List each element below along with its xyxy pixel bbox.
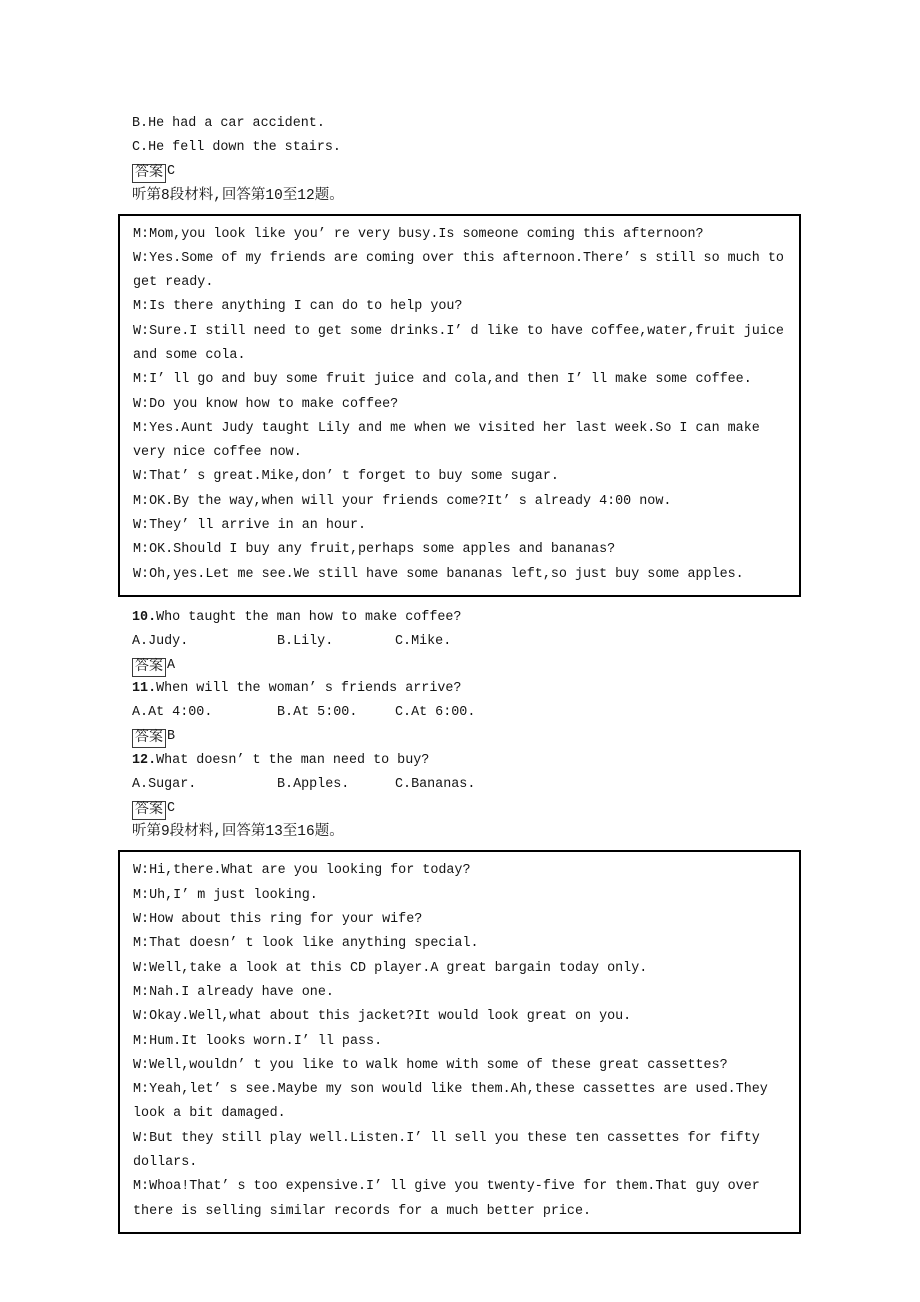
dialogue-line: M:Is there anything I can do to help you? [133, 299, 463, 315]
dialogue-line: W:Well,wouldn’ t you like to walk home with some of these great cassettes? [133, 1057, 728, 1073]
dialogue-line: W:But they still play well.Listen.I’ ll sell you these ten cassettes for fifty dollars. [133, 1130, 760, 1171]
answer-label: 答案 [135, 801, 163, 818]
dialogue-line: W:Sure.I still need to get some drinks.I’ d like to have coffee,water,fruit juice and some cola. [133, 323, 784, 363]
dialogue-line: M:Yeah,let’ s see.Maybe my son would like them.Ah,these cassettes are used.They look a bit damaged. [133, 1082, 768, 1122]
question-number: 11. [132, 681, 157, 697]
answer-letter: B [167, 729, 176, 745]
dialogue-line: M:Yes.Aunt Judy taught Lily and me when we visited her last week.So I can make very nice coffee now. [133, 420, 760, 461]
option-b: B.Lily. [277, 633, 334, 649]
dialogue-line: M:Whoa!That’ s too expensive.I’ ll give you twenty-five for them.That guy over there is selling similar records for a much better price. [133, 1179, 760, 1219]
answer-line [118, 725, 801, 749]
option-line-b: B.He had a car accident. [132, 116, 325, 131]
options-row [118, 773, 801, 797]
dialogue-line: W:Oh,yes.Let me see.We still have some bananas left,so just buy some apples. [133, 566, 744, 582]
answer-letter: A [167, 657, 176, 673]
question-text-line [118, 749, 801, 773]
option-c: C.Bananas. [395, 776, 476, 792]
answer-line [118, 654, 801, 678]
option-a: A.Sugar. [132, 776, 197, 792]
option-line-c: C.He fell down the stairs. [132, 140, 341, 155]
dialogue-line: M:I’ ll go and buy some fruit juice and cola,and then I’ ll make some coffee. [133, 372, 752, 388]
dialogue-line: W:How about this ring for your wife? [133, 912, 423, 928]
question-text: Who taught the man how to make coffee? [156, 609, 462, 625]
question-number: 10. [132, 609, 157, 625]
answer-letter: C [167, 164, 176, 179]
dialogue-line: W:Well,take a look at this CD player.A great bargain today only. [133, 960, 648, 976]
options-row [118, 630, 801, 654]
answer-label-box [132, 729, 166, 748]
answer-label: 答案 [135, 730, 163, 747]
question-text: What doesn’ t the man need to buy? [156, 752, 430, 768]
dialogue-line: M:OK.Should I buy any fruit,perhaps some apples and bananas? [133, 542, 616, 558]
question-text-line [118, 606, 801, 630]
answer-label-box [132, 658, 166, 677]
dialogue-line: W:Do you know how to make coffee? [133, 396, 399, 412]
dialogue-line: W:That’ s great.Mike,don’ t forget to buy some sugar. [133, 469, 559, 485]
answer-label: 答案 [135, 658, 163, 675]
option-a: A.At 4:00. [132, 705, 213, 721]
dialogue-line: M:Uh,I’ m just looking. [133, 887, 318, 903]
answer-label-box [132, 801, 166, 820]
question-10 [118, 606, 801, 678]
dialogue-line: M:Mom,you look like you’ re very busy.Is someone coming this afternoon? [133, 226, 704, 242]
section-9-intro: 听第9段材料,回答第13至16题。 [132, 824, 344, 841]
dialogue-line: W:Hi,there.What are you looking for today? [133, 863, 471, 879]
dialogue-box-9 [118, 850, 801, 1233]
options-row [118, 701, 801, 725]
answer-letter: C [167, 800, 176, 816]
dialogue-line: M:That doesn’ t look like anything special. [133, 936, 479, 952]
option-b: B.At 5:00. [277, 705, 358, 721]
dialogue-line: W:Okay.Well,what about this jacket?It would look great on you. [133, 1009, 632, 1025]
option-a: A.Judy. [132, 633, 189, 649]
answer-line-top [118, 160, 801, 184]
answer-line [118, 797, 801, 821]
option-c: C.At 6:00. [395, 705, 476, 721]
option-b: B.Apples. [277, 776, 350, 792]
dialogue-line: W:They’ ll arrive in an hour. [133, 518, 367, 534]
question-text: When will the woman’ s friends arrive? [156, 681, 462, 697]
question-11 [118, 677, 801, 749]
question-12 [118, 749, 801, 821]
option-c: C.Mike. [395, 633, 452, 649]
section-8-intro: 听第8段材料,回答第10至12题。 [132, 187, 344, 204]
dialogue-box-8 [118, 214, 801, 597]
dialogue-line: M:OK.By the way,when will your friends come?It’ s already 4:00 now. [133, 493, 672, 509]
dialogue-line: M:Hum.It looks worn.I’ ll pass. [133, 1033, 383, 1049]
answer-label-box [132, 164, 166, 183]
question-number: 12. [132, 752, 157, 768]
answer-label: 答案 [135, 165, 163, 181]
dialogue-line: W:Yes.Some of my friends are coming over this afternoon.There’ s still so much to get ready. [133, 250, 784, 291]
question-text-line [118, 677, 801, 701]
dialogue-line: M:Nah.I already have one. [133, 984, 334, 1000]
